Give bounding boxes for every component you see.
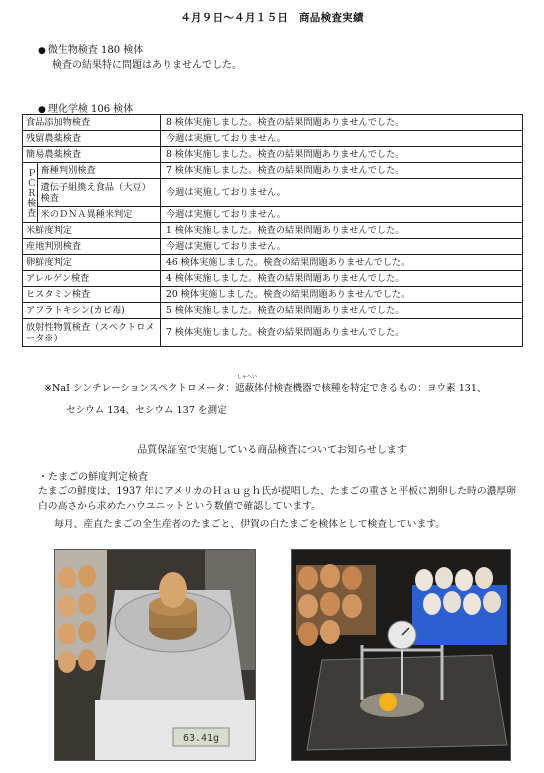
test-name: 簡易農薬検査 <box>23 147 161 163</box>
chem-heading <box>38 100 133 115</box>
chem-heading-text: 理化学検 106 検体 <box>47 104 134 115</box>
egg-paragraph: たまごの鮮度は、1937 年にアメリカのＨａｕｇｈ氏が提唱した、たまごの重さと平板に割卵した時の濃厚卵白の高さから求めたハウユニットという数値で確認しています。 <box>38 486 517 512</box>
cracked-egg <box>360 693 424 717</box>
test-name: 食品添加物検査 <box>23 115 161 131</box>
haugh-measurement-photo <box>291 549 511 761</box>
info-heading: 品質保証室で実施している商品検査についてお知らせします <box>137 445 407 456</box>
spectrometer-note <box>44 374 487 394</box>
test-name: 遺伝子組換え食品（大豆）検査 <box>37 179 160 207</box>
test-result: 1 検体実施しました。検査の結果問題ありませんでした。 <box>161 223 523 239</box>
test-result: 今週は実施しておりません。 <box>161 207 523 223</box>
table-row <box>23 147 523 163</box>
test-name: 米のＤＮＡ異種米判定 <box>37 207 160 223</box>
spectrometer-note-line2: セシウム 134、セシウム 137 を測定 <box>66 405 227 416</box>
table-row <box>23 163 523 179</box>
ruby-base: 遮蔽 <box>234 383 255 394</box>
test-result: 20 検体実施しました。検査の結果問題ありませんでした。 <box>161 287 523 303</box>
test-result: 8 検体実施しました。検査の結果問題ありませんでした。 <box>161 115 523 131</box>
table-row <box>23 287 523 303</box>
test-result: 今週は実施しておりません。 <box>161 131 523 147</box>
table-row <box>23 239 523 255</box>
table-row <box>23 255 523 271</box>
bullet-icon: ● <box>38 46 46 56</box>
egg-paragraph-2: 毎月、産直たまごの全生産者のたまごと、伊賀の白たまごを検体として検査しています。 <box>54 519 446 530</box>
test-result: 4 検体実施しました。検査の結果問題ありませんでした。 <box>161 271 523 287</box>
table-row <box>23 179 523 207</box>
pcr-label-text: ＰＣＲ検査 <box>25 167 36 218</box>
test-result: 46 検体実施しました。検査の結果問題ありませんでした。 <box>161 255 523 271</box>
test-name: 産地判別検査 <box>23 239 161 255</box>
table-row <box>23 319 523 347</box>
table-row <box>23 131 523 147</box>
test-name: ヒスタミン検査 <box>23 287 161 303</box>
bullet-icon: ● <box>38 105 46 115</box>
test-result: 今週は実施しておりません。 <box>161 179 523 207</box>
note-text-b: 体付検査機器で核種を特定できるもの：ヨウ素 131、 <box>254 383 487 394</box>
white-egg-tray <box>412 567 507 645</box>
test-result: 5 検体実施しました。検査の結果問題ありませんでした。 <box>161 303 523 319</box>
table-row <box>23 271 523 287</box>
egg-heading: ・たまごの鮮度判定検査 <box>38 472 148 483</box>
scale-display: 63.41g <box>182 733 220 744</box>
table-row <box>23 207 523 223</box>
egg-scale-photo <box>54 549 256 761</box>
test-result: 7 検体実施しました。検査の結果問題ありませんでした。 <box>161 163 523 179</box>
test-name: アレルゲン検査 <box>23 271 161 287</box>
ruby-reading: しゃへい <box>236 374 257 380</box>
test-name: 卵鮮度判定 <box>23 255 161 271</box>
test-name: アフラトキシン(カビ毒) <box>23 303 161 319</box>
brown-egg-tray <box>296 564 376 646</box>
ruby-term <box>234 374 257 394</box>
test-name: 放射性物質検査（スペクトロメータ※） <box>23 319 161 347</box>
haugh-measurement-illustration <box>292 550 510 760</box>
test-name: 畜種判別検査 <box>37 163 160 179</box>
micro-result: 検査の結果特に問題はありませんでした。 <box>52 60 242 71</box>
table-row <box>23 223 523 239</box>
pcr-group-label <box>23 163 38 223</box>
test-result: 今週は実施しておりません。 <box>161 239 523 255</box>
micro-heading <box>38 41 143 56</box>
inspection-table <box>22 114 523 347</box>
table-row <box>23 115 523 131</box>
test-result: 8 検体実施しました。検査の結果問題ありませんでした。 <box>161 147 523 163</box>
test-name: 米鮮度判定 <box>23 223 161 239</box>
egg-scale-illustration <box>55 550 255 760</box>
micro-heading-text: 微生物検査 180 検体 <box>47 45 144 56</box>
test-name: 残留農薬検査 <box>23 131 161 147</box>
note-text-a: ※NaI シンチレーションスペクトロメータ： <box>44 383 235 394</box>
table-row <box>23 303 523 319</box>
test-result: 7 検体実施しました。検査の結果問題ありませんでした。 <box>161 319 523 347</box>
page-title: ４月９日～４月１５日 商品検査実績 <box>180 12 364 24</box>
